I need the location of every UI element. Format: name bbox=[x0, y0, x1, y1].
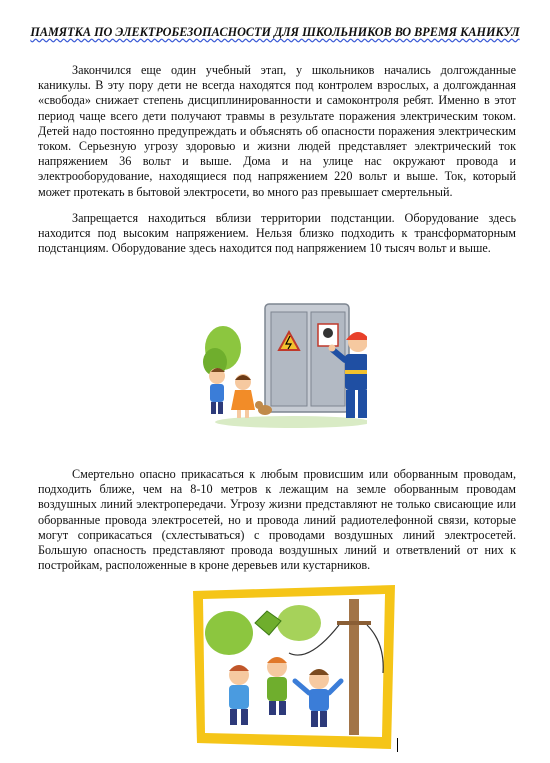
substation-illustration bbox=[203, 284, 367, 430]
power-pole-illustration bbox=[189, 583, 399, 753]
paragraph-wires: Смертельно опасно прикасаться к любым провисшим или оборванным проводам, подходить ближе, чем на 8-10 метров к лежащим на земле оборванным проводам воздушных линий электропередачи. Угрозу жизни представляют не только свисающие или оборванные провода электросетей, но и провода линий радиотелефонной связи, которые могут соприкасаться (схлестываться) с проводами воздушных линий электросетей. Большую опасность представляют провода воздушных линий и ответвлений от них к постройкам, расположенные в кроне деревьев или кустарников. bbox=[38, 467, 516, 573]
paragraph-intro: Закончился еще один учебный этап, у школьников начались долгожданные каникулы. В эту пору дети не всегда находятся под контролем взрослых, а долгожданная «свобода» снижает степень дисциплинированности и самоконтроля ребят. Именно в этот период чаще всего дети получают травмы в результате поражения электрическим током. Детей надо постоянно предупреждать и объяснять об опасности поражения электрическим током. Серьезную угрозу здоровью и жизни людей представляет электрический ток напряжением 36 вольт и выше. Дома и на улице нас окружают провода и электрооборудование, находящиеся под напряжением 220 вольт и выше. Ток, который может протекать в бытовой электросети, во много раз превышает смертельный. bbox=[38, 63, 516, 199]
text-cursor bbox=[397, 738, 398, 752]
document-title: ПАМЯТКА ПО ЭЛЕКТРОБЕЗОПАСНОСТИ ДЛЯ ШКОЛЬНИКОВ ВО ВРЕМЯ КАНИКУЛ bbox=[30, 25, 520, 39]
paragraph-substation: Запрещается находиться вблизи территории подстанции. Оборудование здесь находится под высоким напряжением. Нельзя близко подходить к трансформаторным подстанциям. Оборудование здесь находится под напряжением 10 тысяч вольт и выше. bbox=[38, 211, 516, 256]
